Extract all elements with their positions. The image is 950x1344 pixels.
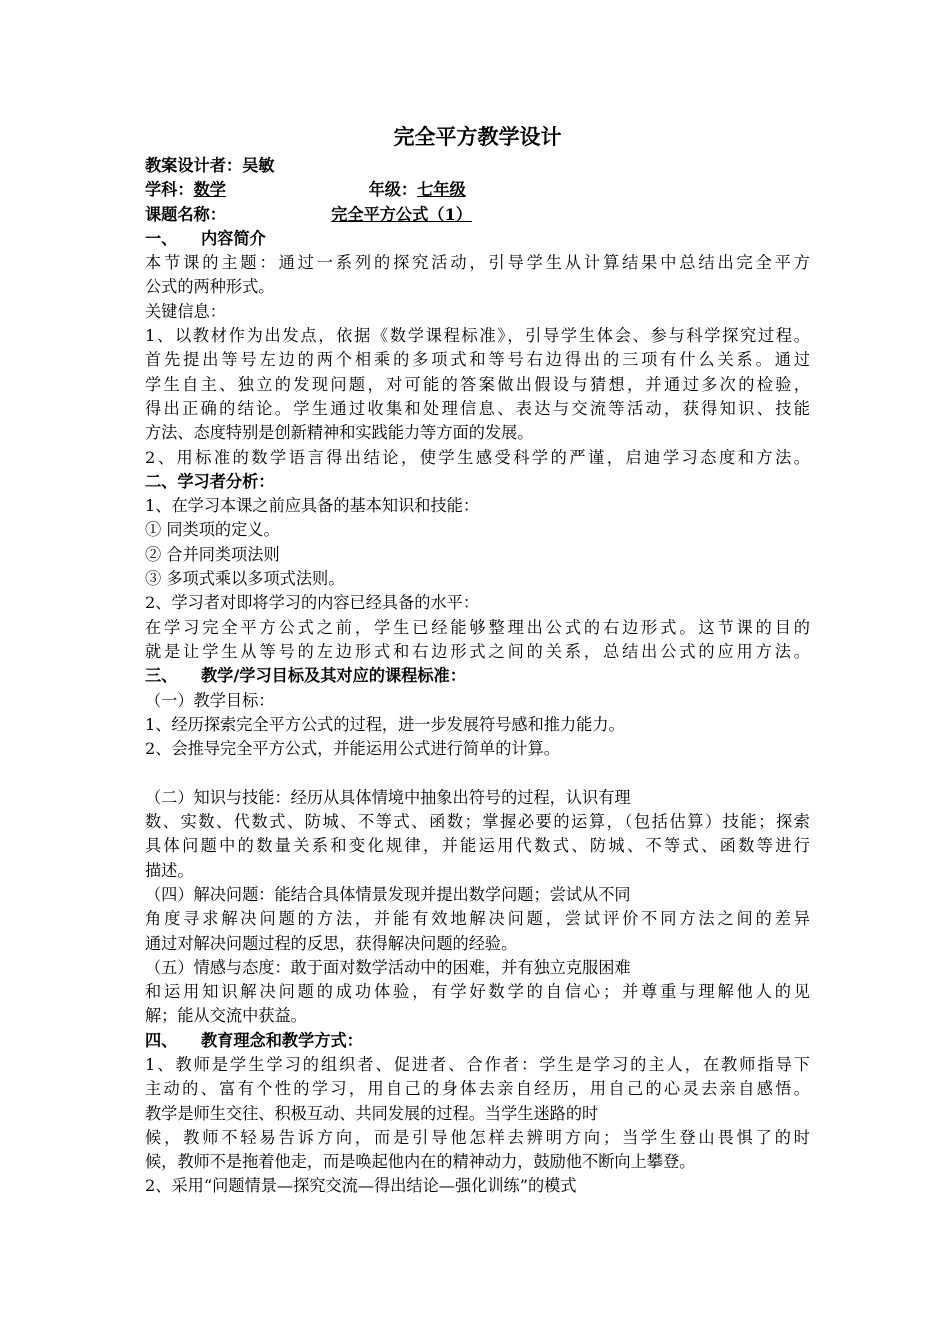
paragraph-line: 2、学习者对即将学习的内容已经具备的水平： (145, 593, 480, 613)
section-2-heading: 二、学习者分析： (145, 471, 275, 491)
paragraph-line: 1、教师是学生学习的组织者、促进者、合作者：学生是学习的主人，在教师指导下 (145, 1054, 810, 1074)
paragraph-line: 1、以教材作为出发点，依据《数学课程标准》，引导学生体会、参与科学探究过程。 (145, 326, 810, 346)
paragraph-line: 关键信息： (145, 301, 226, 321)
paragraph-line: 和运用知识解决问题的成功体验，有学好数学的自信心；并尊重与理解他人的见 (145, 982, 810, 1002)
section-1-title: 内容简介 (201, 228, 266, 248)
section-1-number: 一、 (145, 228, 178, 248)
paragraph-line: 候，教师不是拖着他走，而是唤起他内在的精神动力，鼓励他不断向上攀登。 (145, 1152, 696, 1172)
paragraph-line: 方法、态度特别是创新精神和实践能力等方面的发展。 (145, 423, 534, 443)
section-3-heading (145, 664, 810, 688)
paragraph-line: 通过对解决问题过程的反思，获得解决问题的经验。 (145, 933, 518, 953)
paragraph-line: 公式的两种形式。 (145, 277, 275, 297)
designer-label: 教案设计者： (145, 156, 243, 175)
section-4-title: 教育理念和教学方式： (201, 1030, 363, 1050)
section-3-title: 教学/学习目标及其对应的课程标准： (201, 666, 466, 686)
paragraph-line: 1、经历探索完全平方公式的过程，进一步发展符号感和推力能力。 (145, 714, 625, 734)
paragraph-line: 在学习完全平方公式之前，学生已经能够整理出公式的右边形式。这节课的目的 (145, 617, 810, 637)
paragraph-line: （五）情感与态度：敢于面对数学活动中的困难，并有独立克服困难 (145, 957, 631, 977)
section-3-number: 三、 (145, 666, 178, 686)
course-value: 完全平方公式（1） (331, 204, 472, 224)
paragraph-line: 教学是师生交往、积极互动、共同发展的过程。当学生迷路的时 (145, 1103, 599, 1123)
course-line (145, 203, 810, 227)
course-label: 课题名称： (145, 204, 226, 224)
subject-grade-line (145, 178, 810, 202)
paragraph-line: 本节课的主题：通过一系列的探究活动，引导学生从计算结果中总结出完全平方 (145, 253, 810, 273)
paragraph-line: 首先提出等号左边的两个相乘的多项式和等号右边得出的三项有什么关系。通过 (145, 350, 810, 370)
paragraph-line: 数、实数、代数式、防城、不等式、函数；掌握必要的运算，（包括估算）技能；探索 (145, 812, 810, 832)
blank-line (145, 761, 810, 785)
paragraph-line: 就是让学生从等号的左边形式和右边形式之间的关系，总结出公式的应用方法。 (145, 641, 810, 661)
paragraph-line: 具体问题中的数量关系和变化规律，并能运用代数式、防城、不等式、函数等进行 (145, 836, 810, 856)
list-item: ③ 多项式乘以多项式法则。 (145, 569, 345, 589)
paragraph-line: 描述。 (145, 860, 194, 880)
paragraph-line: 2、会推导完全平方公式，并能运用公式进行简单的计算。 (145, 739, 560, 759)
list-item: ① 同类项的定义。 (145, 520, 280, 540)
subject-value: 数学 (193, 180, 226, 200)
paragraph-line: 1、在学习本课之前应具备的基本知识和技能： (145, 496, 480, 516)
paragraph-line: 主动的、富有个性的学习，用自己的身体去亲自经历，用自己的心灵去亲自感悟。 (145, 1079, 810, 1099)
paragraph-line: 学生自主、独立的发现问题，对可能的答案做出假设与猜想，并通过多次的检验， (145, 374, 810, 394)
paragraph-line: 2、用标准的数学语言得出结论，使学生感受科学的严谨，启迪学习态度和方法。 (145, 447, 810, 467)
paragraph-line: （四）解决问题：能结合具体情景发现并提出数学问题；尝试从不同 (145, 884, 631, 904)
list-item: ② 合并同类项法则 (145, 544, 280, 564)
section-4-heading (145, 1029, 810, 1053)
paragraph-line: （二）知识与技能：经历从具体情境中抽象出符号的过程，认识有理 (145, 787, 631, 807)
document-title: 完全平方教学设计 (393, 124, 562, 149)
paragraph-line: （一）教学目标： (145, 690, 275, 710)
section-4-number: 四、 (145, 1030, 178, 1050)
subject-label: 学科： (145, 180, 194, 200)
document-page (145, 122, 810, 1199)
designer-value: 吴敏 (242, 156, 275, 175)
grade-label: 年级： (368, 180, 418, 200)
designer-line (145, 154, 810, 178)
paragraph-line: 候，教师不轻易告诉方向，而是引导他怎样去辨明方向；当学生登山畏惧了的时 (145, 1127, 810, 1147)
grade-value: 七年级 (417, 180, 466, 200)
paragraph-line: 2、采用“问题情景—探究交流—得出结论—强化训练”的模式 (145, 1176, 577, 1196)
paragraph-line: 得出正确的结论。学生通过收集和处理信息、表达与交流等活动，获得知识、技能 (145, 398, 810, 418)
paragraph-line: 角度寻求解决问题的方法，并能有效地解决问题，尝试评价不同方法之间的差异 (145, 909, 810, 929)
paragraph-line: 解；能从交流中获益。 (145, 1006, 307, 1026)
section-1-heading (145, 227, 810, 251)
